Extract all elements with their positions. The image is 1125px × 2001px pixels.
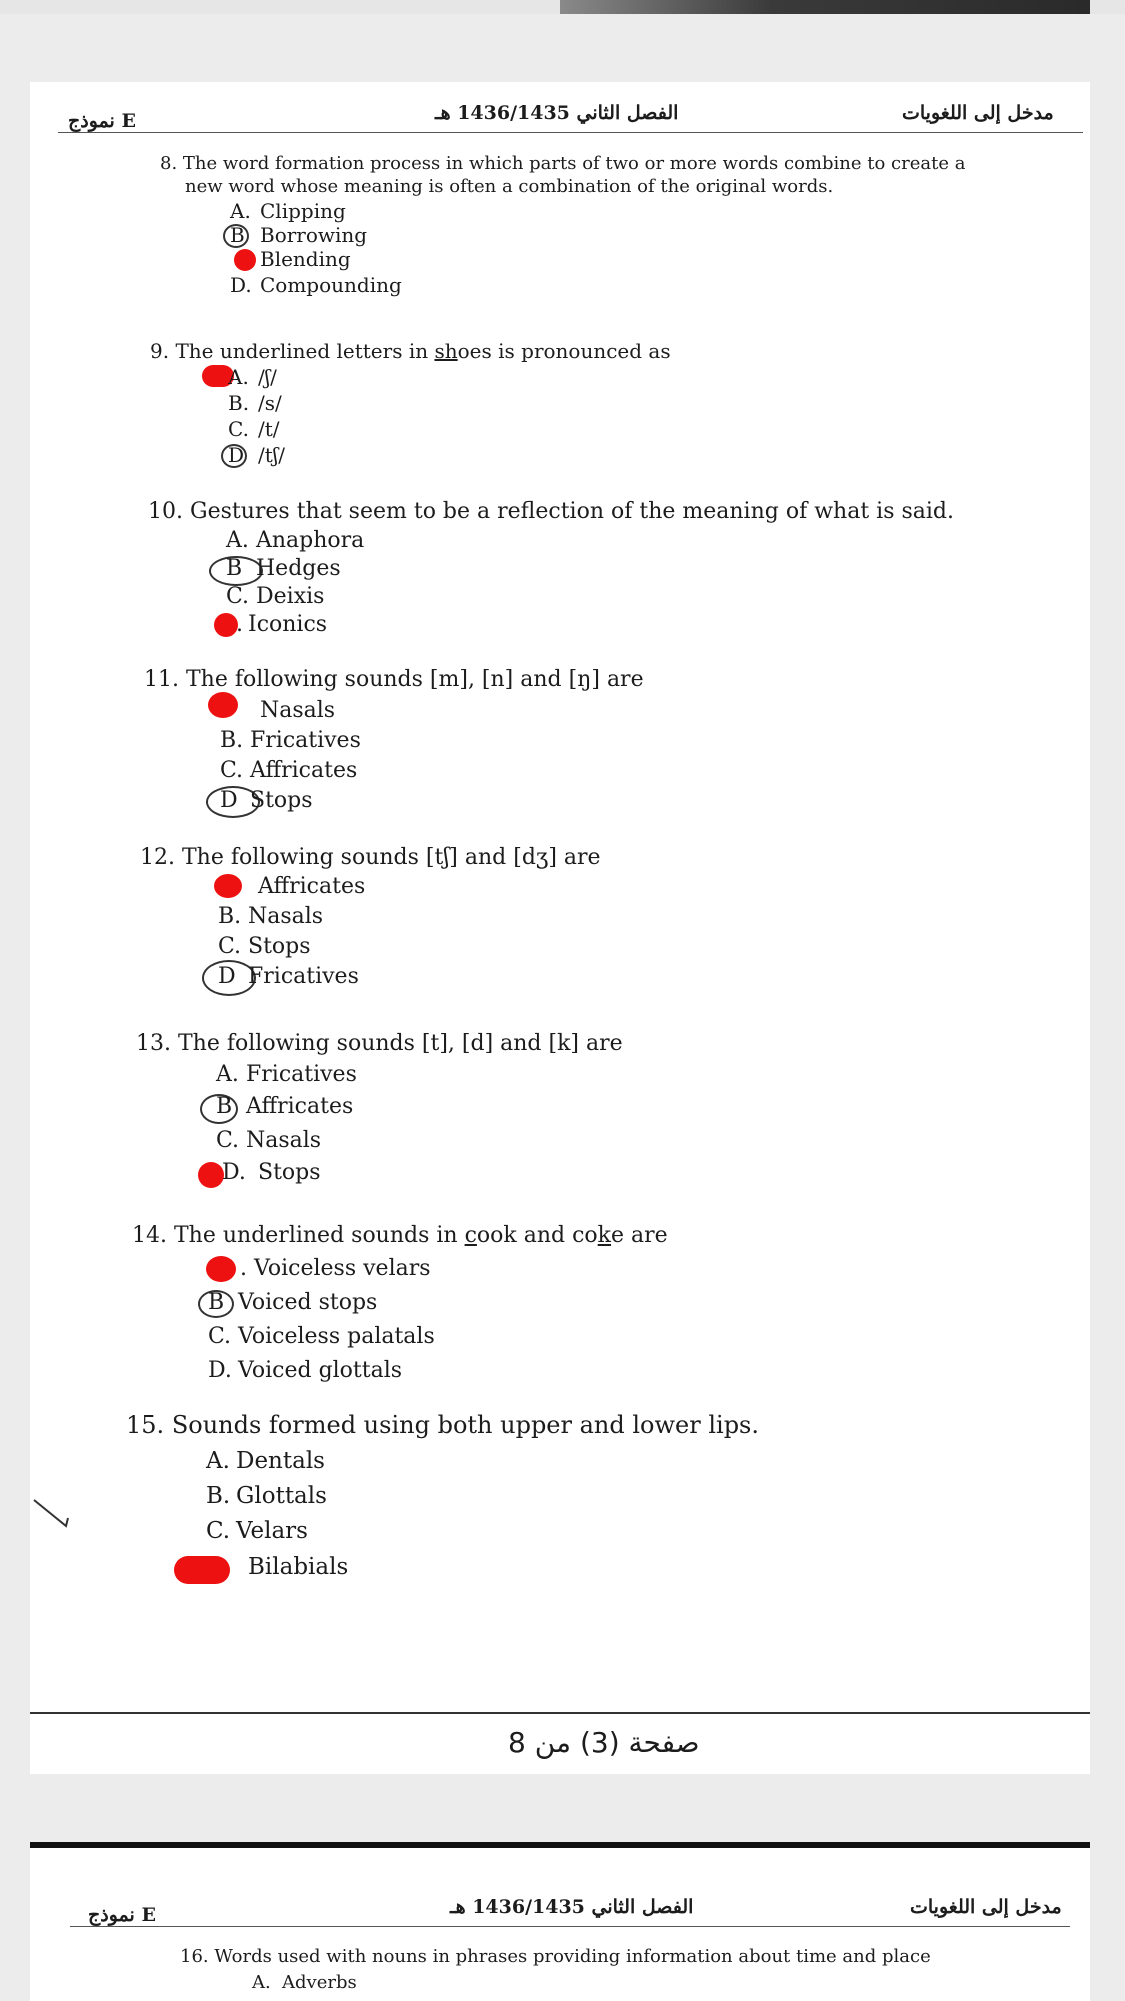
option-a[interactable]: A. Adverbs bbox=[252, 1972, 357, 1993]
footer-rule bbox=[30, 1712, 1090, 1714]
option-b[interactable]: B. /s/ bbox=[228, 391, 282, 415]
option-d[interactable]: Bilabials bbox=[248, 1554, 349, 1580]
option-b[interactable]: B. Fricatives bbox=[220, 728, 361, 753]
form-label: نموذج E bbox=[88, 1904, 156, 1926]
scan-edge bbox=[30, 1842, 1090, 1848]
question-11: 11. The following sounds [m], [n] and [ŋ] are bbox=[144, 667, 644, 692]
option-a[interactable]: A. Dentals bbox=[206, 1448, 325, 1474]
question-10: 10. Gestures that seem to be a reflection of the meaning of what is said. bbox=[148, 499, 954, 524]
question-15: 15. Sounds formed using both upper and lower lips. bbox=[126, 1411, 760, 1439]
header-rule bbox=[70, 1926, 1070, 1927]
option-b[interactable]: B Hedges bbox=[226, 556, 341, 581]
option-d[interactable]: D. Compounding bbox=[230, 273, 402, 297]
option-b[interactable]: B. Nasals bbox=[218, 904, 324, 929]
exam-page bbox=[30, 82, 1090, 1774]
option-d[interactable]: . Iconics bbox=[236, 612, 328, 637]
option-b[interactable]: B. Glottals bbox=[206, 1483, 327, 1509]
question-16: 16. Words used with nouns in phrases providing information about time and place bbox=[180, 1946, 931, 1967]
option-a[interactable]: . Voiceless velars bbox=[240, 1256, 431, 1281]
question-9: 9. The underlined letters in shoes is pronounced as bbox=[150, 339, 671, 363]
option-a[interactable]: Affricates bbox=[258, 874, 366, 899]
option-d[interactable]: D /tʃ/ bbox=[228, 443, 285, 467]
option-d[interactable]: D Stops bbox=[220, 788, 313, 813]
option-a[interactable]: A. /ʃ/ bbox=[228, 365, 277, 389]
semester-label: الفصل الثاني 1436/1435 هـ bbox=[450, 1896, 694, 1918]
question-stem-cont: new word whose meaning is often a combination of the original words. bbox=[185, 176, 834, 197]
question-14: 14. The underlined sounds in cook and coke are bbox=[132, 1223, 668, 1248]
option-c[interactable]: C. Deixis bbox=[226, 584, 325, 609]
option-c[interactable]: C. Nasals bbox=[216, 1128, 322, 1153]
course-title: مدخل إلى اللغويات bbox=[902, 102, 1054, 124]
option-b[interactable]: B Affricates bbox=[216, 1094, 354, 1119]
answer-mark bbox=[174, 1556, 230, 1584]
answer-mark bbox=[198, 1162, 224, 1188]
question-12: 12. The following sounds [tʃ] and [dʒ] are bbox=[140, 845, 601, 870]
semester-label: الفصل الثاني 1436/1435 هـ bbox=[435, 102, 679, 124]
option-c[interactable]: C. Stops bbox=[218, 934, 311, 959]
form-label: نموذج E bbox=[68, 110, 136, 132]
option-a[interactable]: A. Anaphora bbox=[226, 528, 365, 553]
answer-mark bbox=[206, 1256, 236, 1282]
header-rule bbox=[58, 132, 1083, 133]
option-c[interactable]: Blending bbox=[260, 247, 351, 271]
answer-mark bbox=[214, 874, 242, 898]
course-title: مدخل إلى اللغويات bbox=[910, 1896, 1062, 1918]
option-c[interactable]: C. Affricates bbox=[220, 758, 358, 783]
pen-tick bbox=[30, 1492, 90, 1552]
option-d[interactable]: D. Voiced glottals bbox=[208, 1358, 403, 1383]
option-d[interactable]: D Fricatives bbox=[218, 964, 359, 989]
question-stem: The word formation process in which parts of two or more words combine to create a bbox=[182, 153, 966, 174]
option-c[interactable]: C. Voiceless palatals bbox=[208, 1324, 435, 1349]
answer-mark bbox=[214, 613, 238, 637]
page-number: صفحة (3) من 8 bbox=[508, 1726, 700, 1759]
option-a[interactable]: A. Clipping bbox=[230, 199, 346, 223]
question-13: 13. The following sounds [t], [d] and [k] are bbox=[136, 1031, 623, 1056]
exam-page-next bbox=[30, 1842, 1090, 2001]
option-b[interactable]: B Borrowing bbox=[230, 223, 368, 247]
option-a[interactable]: A. Fricatives bbox=[216, 1062, 357, 1087]
option-b[interactable]: B Voiced stops bbox=[208, 1290, 378, 1315]
question-number: 8. bbox=[160, 153, 178, 174]
answer-mark bbox=[208, 692, 238, 718]
option-a[interactable]: Nasals bbox=[260, 698, 336, 723]
option-d[interactable]: D. Stops bbox=[222, 1160, 321, 1185]
question-8 bbox=[160, 152, 965, 198]
option-c[interactable]: C. /t/ bbox=[228, 417, 280, 441]
option-c[interactable]: C. Velars bbox=[206, 1518, 308, 1544]
scan-top-edge bbox=[0, 0, 1125, 14]
